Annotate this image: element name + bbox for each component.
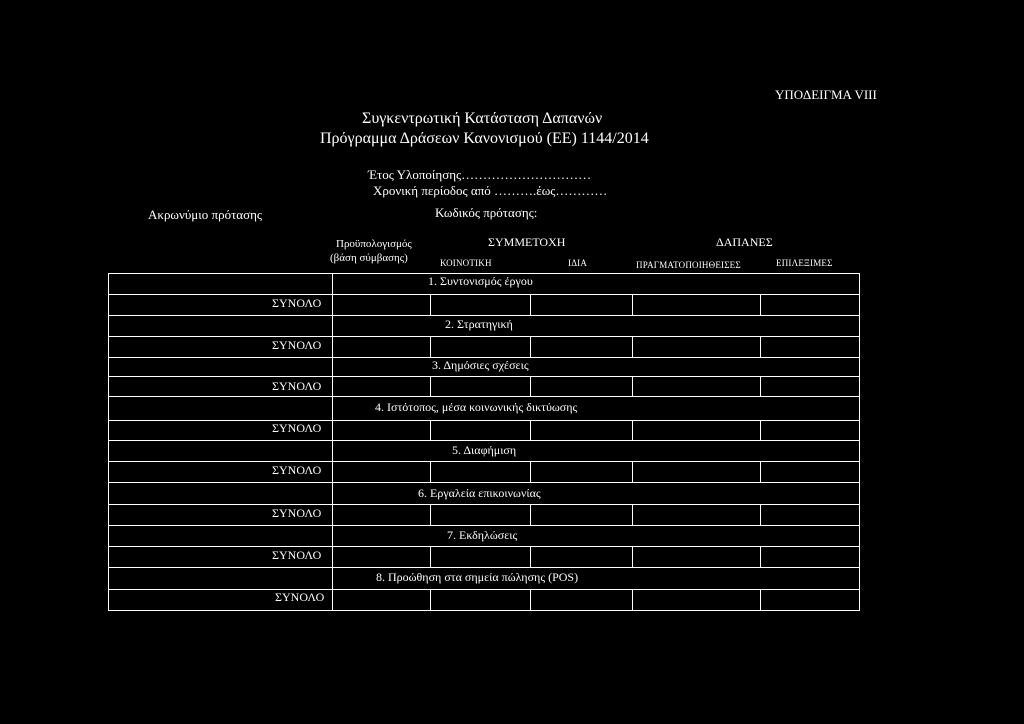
proposal-code: Κωδικός πρότασης:	[435, 205, 538, 220]
community-header: ΚΟΙΝΟΤΙΚΗ	[440, 258, 492, 268]
section-label: 8. Προώθηση στα σημεία πώλησης (POS)	[376, 570, 579, 584]
time-period: Χρονική περίοδος από ……….έως…………	[373, 183, 608, 198]
budget-header-sub: (βάση σύμβασης)	[330, 252, 408, 264]
section-label: 5. Διαφήμιση	[452, 443, 517, 457]
document-title: Συγκεντρωτική Κατάσταση Δαπανών	[362, 110, 603, 127]
participation-header: ΣΥΜΜΕΤΟΧΗ	[488, 235, 566, 249]
budget-header: Προϋπολογισμός	[336, 238, 412, 250]
section-label: 4. Ιστότοπος, μέσα κοινωνικής δικτύωσης	[375, 400, 578, 414]
section-total-label: ΣΥΝΟΛΟ	[272, 506, 322, 520]
section-total-label: ΣΥΝΟΛΟ	[272, 421, 322, 435]
document-subtitle: Πρόγραμμα Δράσεων Κανονισμού (ΕΕ) 1144/2014	[320, 130, 649, 147]
section-label: 1. Συντονισμός έργου	[428, 274, 533, 288]
expenses-header: ΔΑΠΑΝΕΣ	[716, 235, 773, 249]
own-header: ΙΔΙΑ	[568, 258, 588, 268]
section-total-label: ΣΥΝΟΛΟ	[272, 548, 322, 562]
realized-header: ΠΡΑΓΜΑΤΟΠΟΙΗΘΕΙΣΕΣ	[636, 260, 741, 270]
section-total-label: ΣΥΝΟΛΟ	[272, 338, 322, 352]
implementation-year: Έτος Υλοποίησης…………………………	[368, 167, 592, 182]
section-label: 6. Εργαλεία επικοινωνίας	[418, 486, 541, 500]
proposal-acronym: Ακρωνύμιο πρότασης	[148, 207, 263, 222]
section-label: 3. Δημόσιες σχέσεις	[432, 358, 529, 372]
section-label: 2. Στρατηγική	[445, 317, 513, 331]
appendix-label: ΥΠΟΔΕΙΓΜΑ VIII	[775, 87, 877, 102]
section-label: 7. Εκδηλώσεις	[447, 528, 518, 542]
section-total-label: ΣΥΝΟΛΟ	[272, 379, 322, 393]
eligible-header: ΕΠΙΛΕΞΙΜΕΣ	[776, 258, 833, 268]
section-total-label: ΣΥΝΟΛΟ	[272, 463, 322, 477]
section-total-label: ΣΥΝΟΛΟ	[275, 590, 325, 604]
section-total-label: ΣΥΝΟΛΟ	[272, 296, 322, 310]
